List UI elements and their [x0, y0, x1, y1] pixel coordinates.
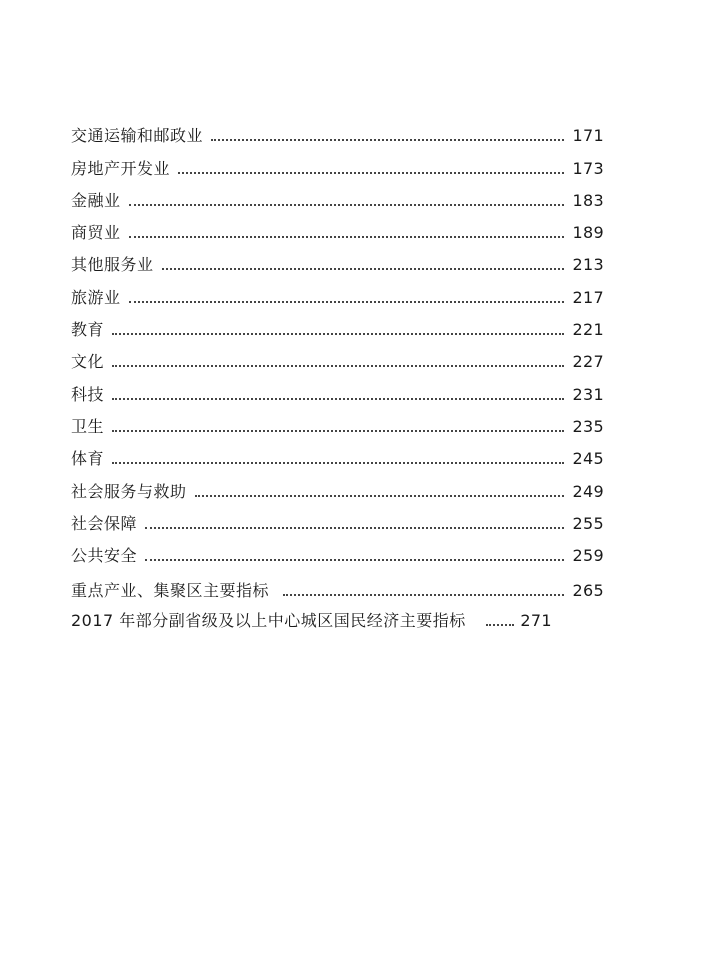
dot-leader [129, 301, 564, 303]
toc-entry-title: 房地产开发业 [71, 158, 171, 178]
toc-entry-culture[interactable] [71, 340, 604, 372]
toc-entry-title: 文化 [71, 352, 105, 372]
dot-leader [195, 495, 564, 497]
toc-entry-title: 卫生 [71, 416, 105, 436]
dot-leader [129, 236, 564, 238]
toc-entry-page: 235 [572, 416, 604, 436]
toc-entry-page: 171 [572, 126, 604, 146]
dot-leader [145, 527, 564, 529]
toc-entry-page: 173 [572, 158, 604, 178]
toc-entry-title: 旅游业 [71, 287, 121, 307]
toc-entry-key-industries[interactable] [71, 566, 604, 601]
toc-entry-title: 公共安全 [71, 546, 138, 566]
toc-entry-title: 重点产业、集聚区主要指标 [71, 581, 270, 601]
toc-entry-page: 255 [572, 513, 604, 533]
toc-entry-page: 189 [572, 223, 604, 243]
dot-leader [112, 462, 564, 464]
dot-leader [211, 139, 564, 141]
toc-entry-public-safety[interactable] [71, 534, 604, 566]
dot-leader [486, 624, 514, 626]
toc-entry-tourism[interactable] [71, 275, 604, 307]
toc-entry-page: 183 [572, 190, 604, 210]
toc-entry-transport-postal[interactable] [71, 114, 604, 146]
toc-entry-commerce[interactable] [71, 211, 604, 243]
dot-leader [129, 204, 564, 206]
toc-entry-page: 271 [520, 611, 552, 631]
toc-entry-social-security[interactable] [71, 502, 604, 534]
toc-entry-sports[interactable] [71, 437, 604, 469]
dot-leader [112, 333, 564, 335]
toc-entry-real-estate[interactable] [71, 146, 604, 178]
toc-entry-title: 交通运输和邮政业 [71, 126, 204, 146]
toc-entry-page: 245 [572, 449, 604, 469]
toc-entry-title: 商贸业 [71, 223, 121, 243]
toc-entry-title: 金融业 [71, 190, 121, 210]
toc-entry-title: 2017 年部分副省级及以上中心城区国民经济主要指标 [71, 611, 466, 631]
toc-entry-other-services[interactable] [71, 243, 604, 275]
toc-entry-social-services[interactable] [71, 469, 604, 501]
dot-leader [162, 268, 564, 270]
toc-entry-title: 社会保障 [71, 513, 138, 533]
toc-entry-page: 221 [572, 320, 604, 340]
toc-entry-health[interactable] [71, 405, 604, 437]
toc-entry-title: 教育 [71, 320, 105, 340]
toc-entry-page: 259 [572, 546, 604, 566]
toc-entry-title: 其他服务业 [71, 255, 154, 275]
dot-leader [283, 594, 564, 596]
dot-leader [112, 365, 564, 367]
toc-entry-page: 217 [572, 287, 604, 307]
toc-entry-finance[interactable] [71, 179, 604, 211]
toc-entry-page: 213 [572, 255, 604, 275]
toc-entry-city-comparison[interactable] [71, 601, 604, 631]
toc-entry-page: 265 [572, 581, 604, 601]
toc-entry-education[interactable] [71, 308, 604, 340]
dot-leader [178, 172, 564, 174]
toc-entry-page: 231 [572, 384, 604, 404]
toc-entry-page: 249 [572, 481, 604, 501]
toc-entry-science-technology[interactable] [71, 372, 604, 404]
toc-entry-title: 科技 [71, 384, 105, 404]
toc-entry-page: 227 [572, 352, 604, 372]
dot-leader [145, 559, 564, 561]
toc-entry-title: 体育 [71, 449, 105, 469]
toc-entry-title: 社会服务与救助 [71, 481, 187, 501]
dot-leader [112, 430, 564, 432]
dot-leader [112, 398, 564, 400]
table-of-contents [71, 114, 604, 631]
